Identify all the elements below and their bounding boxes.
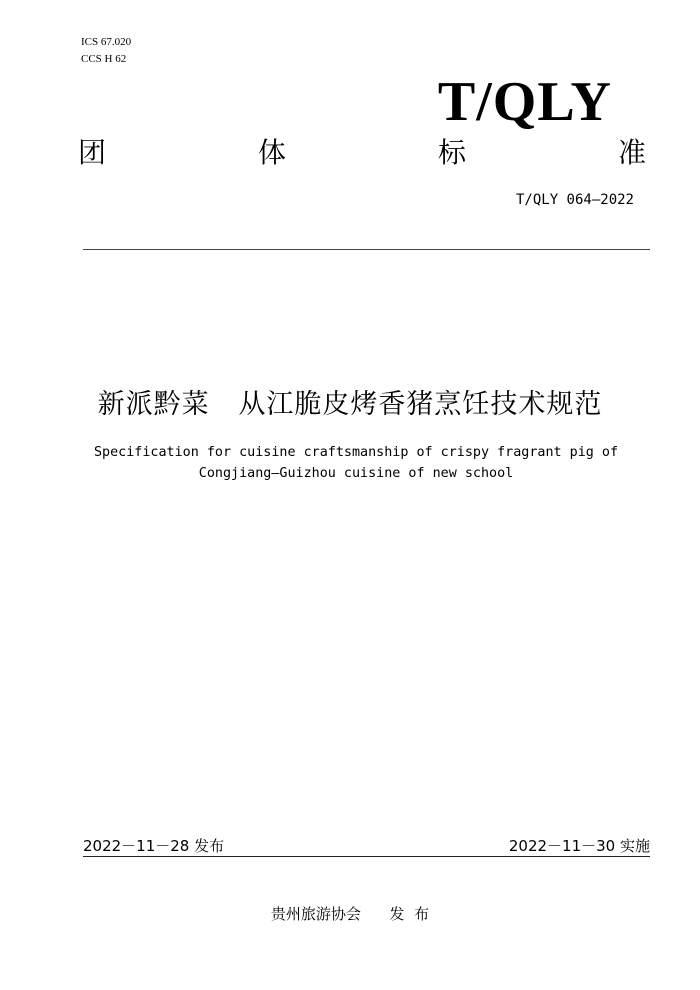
standard-type-char: 团 [78,136,107,169]
standard-type-char: 准 [617,136,646,169]
ics-code: ICS 67.020 [81,36,132,48]
bottom-divider [83,856,650,857]
standard-type [78,136,646,170]
title-english-line: Specification for cuisine craftsmanship of crispy fragrant pig of [93,445,619,460]
title-english [40,442,672,484]
title-english-line: Congjiang—Guizhou cuisine of new school [198,466,514,481]
standard-logo: T/QLY [437,71,612,133]
standard-type-char: 标 [437,136,466,169]
top-divider [83,249,650,250]
ccs-code: CCS H 62 [81,53,127,65]
standard-number: T/QLY 064—2022 [515,192,634,208]
title-chinese: 新派黔菜 从江脆皮烤香猪烹饪技术规范 [97,389,603,420]
standard-type-char: 体 [257,136,286,169]
implement-date: 2022－11－30 实施 [508,837,650,855]
issue-date: 2022－11－28 发布 [83,837,225,855]
publisher: 贵州旅游协会 发 布 [270,905,430,923]
classification-codes [81,34,131,68]
